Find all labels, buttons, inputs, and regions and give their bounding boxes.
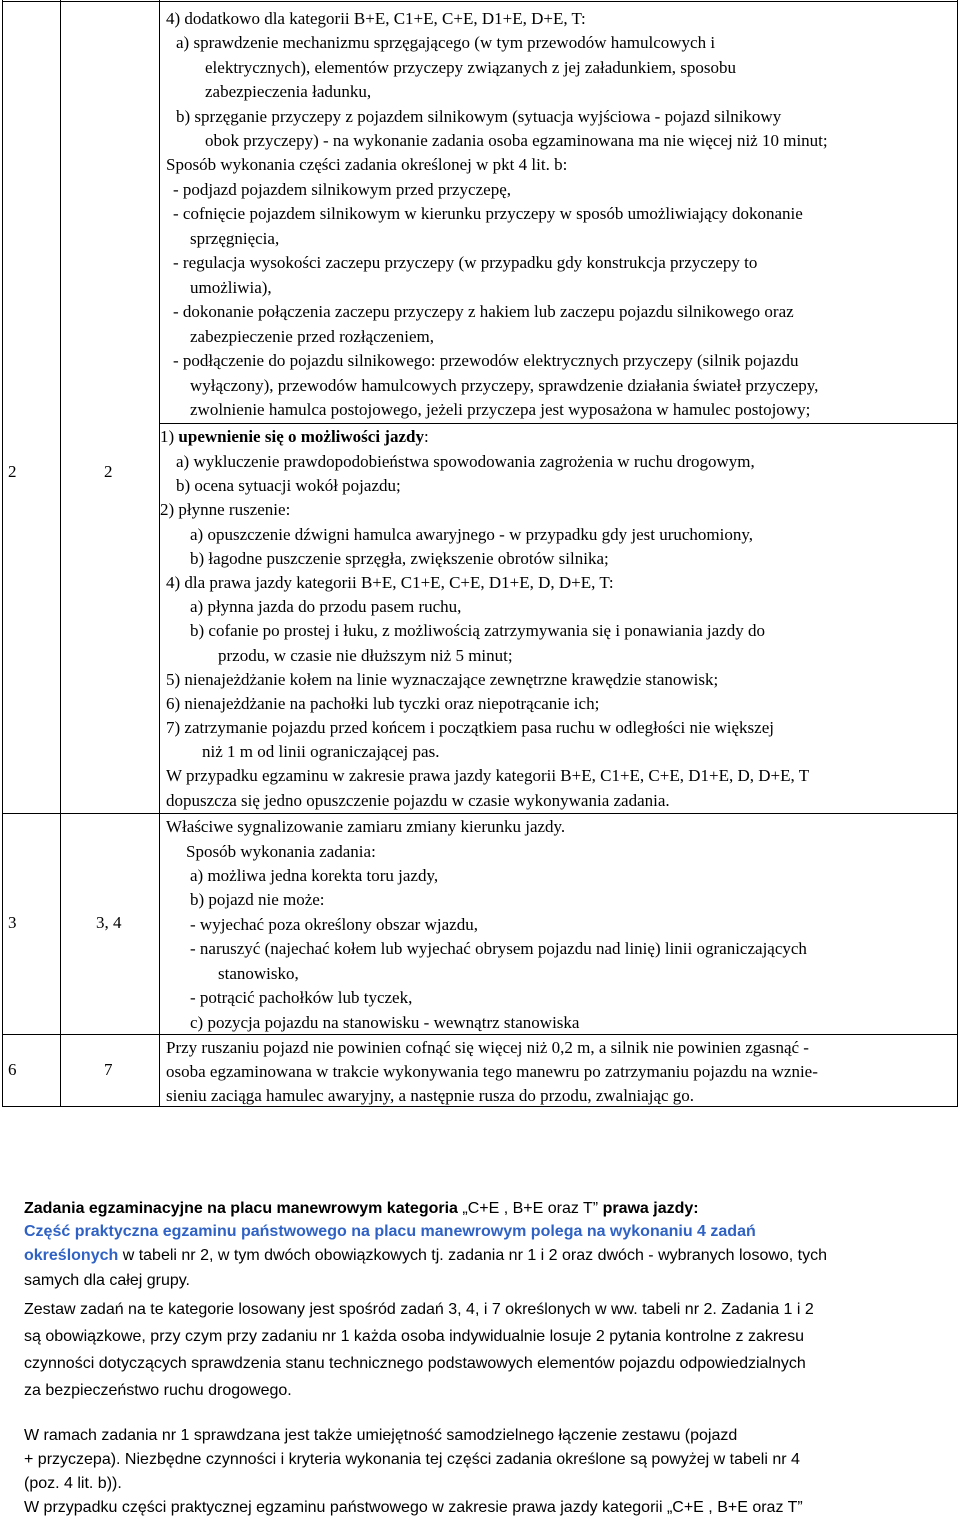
row1-line [190, 328, 434, 345]
row1-line [205, 83, 371, 100]
row2-line [190, 550, 609, 567]
row4-col2: 7 [104, 1060, 113, 1079]
table-row-divider-1 [159, 423, 958, 424]
line-bold-text: upewnienie się o możliwości jazdy [178, 427, 424, 446]
row1-line [190, 230, 279, 247]
line-text: obok przyczepy) - na wykonanie zadania osoba egzaminowana ma nie więcej niż 10 minut; [205, 131, 828, 150]
row1-line [166, 156, 567, 173]
row3-line [190, 867, 438, 884]
line-text: elektrycznych), elementów przyczepy związanych z jej załadunkiem, sposobu [205, 58, 737, 77]
row3-line [190, 891, 325, 908]
line-text: - naruszyć (najechać kołem lub wyjechać obrysem pojazdu nad linię) linii ograniczających [190, 939, 807, 958]
line-text: a) opuszczenie dźwigni hamulca awaryjnego - w przypadku gdy jest uruchomiony, [190, 525, 754, 544]
row4-line [166, 1087, 694, 1104]
row3-line [190, 1014, 579, 1031]
section-heading-post: prawa jazdy: [598, 1200, 699, 1217]
line-text: - wyjechać poza określony obszar wjazdu, [190, 915, 478, 934]
line-text: - potrącić pachołków lub tyczek, [190, 988, 413, 1007]
line-text: 6) nienajeżdżanie na pachołki lub tyczki oraz niepotrącanie ich; [166, 694, 600, 713]
line-text: c) pozycja pojazdu na stanowisku - wewnątrz stanowiska [190, 1013, 580, 1032]
line-text: zwolnienie hamulca postojowego, jeżeli przyczepa jest wyposażona w hamulec postojowy; [190, 400, 811, 419]
row2-line [190, 622, 765, 639]
row1-line [176, 108, 781, 125]
table-border-top [2, 1, 958, 2]
row3-line [186, 843, 376, 860]
section-heading-pre: Zadania egzaminacyjne na placu manewrowym kategoria [24, 1200, 463, 1217]
line-text: b) sprzęganie przyczepy z pojazdem silnikowym (sytuacja wyjściowa - pojazd silnikowy [176, 107, 782, 126]
row2-line [166, 719, 774, 736]
line-text: zabezpieczenia ładunku, [205, 82, 372, 101]
line-text: 5) nienajeżdżanie kołem na linie wyznaczające zewnętrzne krawędzie stanowisk; [166, 670, 719, 689]
row3-col2: 3, 4 [96, 913, 122, 932]
row2-line [190, 526, 753, 543]
row2-line [166, 695, 599, 712]
table-border-bottom [2, 1106, 958, 1107]
line-text: b) pojazd nie może: [190, 890, 325, 909]
line-text: a) sprawdzenie mechanizmu sprzęgającego (w tym przewodów hamulcowych i [176, 33, 716, 52]
line-text: zabezpieczenie przed rozłączeniem, [190, 327, 434, 346]
line-text: b) cofanie po prostej i łuku, z możliwością zatrzymywania się i ponawiania jazdy do [190, 621, 765, 640]
row3-line [190, 940, 807, 957]
table-row-divider-3 [2, 1034, 958, 1035]
row1-line [173, 352, 798, 369]
row2-line [176, 477, 401, 494]
line-text: przodu, w czasie nie dłuższym niż 5 minut; [218, 646, 513, 665]
line-text: a) wykluczenie prawdopodobieństwa spowodowania zagrożenia w ruchu drogowym, [176, 452, 755, 471]
line-text: stanowisko, [218, 964, 299, 983]
line-text: 4) dla prawa jazdy kategorii B+E, C1+E, C+E, D1+E, D, D+E, T: [166, 573, 614, 592]
line-text: - podłączenie do pojazdu silnikowego: przewodów elektrycznych przyczepy (silnik pojazdu [173, 351, 799, 370]
row1-line [173, 303, 794, 320]
line-text: sprzęgnięcia, [190, 229, 280, 248]
row1-line [176, 34, 715, 51]
line-text: 1) [160, 427, 179, 446]
table-border-right [957, 0, 958, 1107]
line-text: umożliwia), [190, 278, 272, 297]
row2-line [166, 792, 670, 809]
row1-line [190, 401, 810, 418]
row3-line [190, 916, 478, 933]
row3-line [218, 965, 299, 982]
row4-line [166, 1063, 818, 1080]
row1-line [173, 205, 803, 222]
line-text: Właściwe sygnalizowanie zamiaru zmiany kierunku jazdy. [166, 817, 566, 836]
paragraph3-line1: W ramach zadania nr 1 sprawdzana jest także umiejętność samodzielnego łączenie zestawu (pojazd [24, 1427, 738, 1444]
table-col-divider-2 [159, 0, 160, 1107]
table-col-divider-1 [60, 0, 61, 1107]
paragraph4-line1: W przypadku części praktycznej egzaminu państwowego w zakresie prawa jazdy kategorii „C+E , B+E oraz T” [24, 1499, 803, 1516]
row2-line [190, 598, 461, 615]
row1-line [173, 181, 511, 198]
line-text: Przy ruszaniu pojazd nie powinien cofnąć się więcej niż 0,2 m, a silnik nie powinien zgasnąć - [166, 1038, 809, 1057]
line-text: - cofnięcie pojazdem silnikowym w kierunku przyczepy w sposób umożliwiający dokonanie [173, 204, 803, 223]
line-text: Sposób wykonania części zadania określonej w pkt 4 lit. b: [166, 155, 568, 174]
table-border-left [2, 0, 3, 1107]
row2-line [166, 767, 809, 784]
row2-line [166, 574, 614, 591]
row1-line [173, 254, 757, 271]
line-text: dopuszcza się jedno opuszczenie pojazdu w czasie wykonywania zadania. [166, 791, 670, 810]
line-text: - dokonanie połączenia zaczepu przyczepy z hakiem lub zaczepu pojazdu silnikowego oraz [173, 302, 794, 321]
row1-line [166, 10, 586, 27]
line-text: a) możliwa jedna korekta toru jazdy, [190, 866, 439, 885]
paragraph1-line1: Część praktyczna egzaminu państwowego na placu manewrowym polega na wykonaniu 4 zadań [24, 1223, 756, 1240]
row4-line [166, 1039, 809, 1056]
row3-col1: 3 [8, 913, 17, 932]
row2-line [218, 647, 513, 664]
paragraph1-highlight: określonych [24, 1247, 119, 1264]
row1-line [190, 279, 272, 296]
row2-line [166, 671, 718, 688]
row2-line [160, 501, 290, 518]
section-heading [24, 1201, 699, 1217]
line-text: b) ocena sytuacji wokół pojazdu; [176, 476, 401, 495]
row3-line [190, 989, 412, 1006]
line-text: b) łagodne puszczenie sprzęgła, zwiększenie obrotów silnika; [190, 549, 609, 568]
line-text: wyłączony), przewodów hamulcowych przyczepy, sprawdzenie działania świateł przyczepy, [190, 376, 819, 395]
row2-col2: 2 [104, 462, 113, 481]
row2-line [160, 428, 429, 445]
line-text: Sposób wykonania zadania: [186, 842, 376, 861]
line-text: 7) zatrzymanie pojazdu przed końcem i początkiem pasa ruchu w odległości nie większej [166, 718, 774, 737]
paragraph2-line4: za bezpieczeństwo ruchu drogowego. [24, 1382, 292, 1399]
paragraph3-line3: (poz. 4 lit. b)). [24, 1475, 122, 1492]
row4-col1: 6 [8, 1060, 17, 1079]
paragraph1-line2-rest: w tabeli nr 2, w tym dwóch obowiązkowych tj. zadania nr 1 i 2 oraz dwóch - wybranych losowo, tych [118, 1247, 828, 1264]
line-text: 4) dodatkowo dla kategorii B+E, C1+E, C+E, D1+E, D+E, T: [166, 9, 586, 28]
row2-line [176, 453, 755, 470]
line-text: - regulacja wysokości zaczepu przyczepy (w przypadku gdy konstrukcja przyczepy to [173, 253, 758, 272]
line-trailing-text: : [423, 427, 429, 446]
line-text: sieniu zaciąga hamulec awaryjny, a następnie rusza do przodu, zwalniając go. [166, 1086, 695, 1105]
row2-col1: 2 [8, 462, 17, 481]
paragraph2-line2: są obowiązkowe, przy czym przy zadaniu nr 1 każda osoba indywidualnie losuje 2 pytania kontrolne z zakresu [24, 1328, 804, 1345]
line-text: niż 1 m od linii ograniczającej pas. [202, 742, 440, 761]
line-text: a) płynna jazda do przodu pasem ruchu, [190, 597, 462, 616]
paragraph1-line2 [24, 1248, 827, 1264]
line-text: W przypadku egzaminu w zakresie prawa jazdy kategorii B+E, C1+E, C+E, D1+E, D, D+E, T [166, 766, 810, 785]
row1-line [205, 132, 828, 149]
table-row-divider-2 [2, 813, 958, 814]
paragraph1-line3: samych dla całej grupy. [24, 1272, 190, 1289]
row2-line [202, 743, 439, 760]
section-heading-categories: „C+E , B+E oraz T” [462, 1200, 599, 1217]
paragraph2-line3: czynności dotyczących sprawdzenia stanu technicznego podstawowych elementów pojazdu odpowiedzialnych [24, 1355, 806, 1372]
row3-line [166, 818, 565, 835]
paragraph3-line2: + przyczepa). Niezbędne czynności i kryteria wykonania tej części zadania określone są powyżej w tabeli nr 4 [24, 1451, 800, 1468]
row1-line [190, 377, 818, 394]
row1-line [205, 59, 736, 76]
line-text: 2) płynne ruszenie: [160, 500, 291, 519]
line-text: osoba egzaminowana w trakcie wykonywania tego manewru po zatrzymaniu pojazdu na wznie- [166, 1062, 818, 1081]
paragraph2-line1: Zestaw zadań na te kategorie losowany jest spośród zadań 3, 4, i 7 określonych w ww. tabeli nr 2. Zadania 1 i 2 [24, 1301, 814, 1318]
line-text: - podjazd pojazdem silnikowym przed przyczepę, [173, 180, 511, 199]
